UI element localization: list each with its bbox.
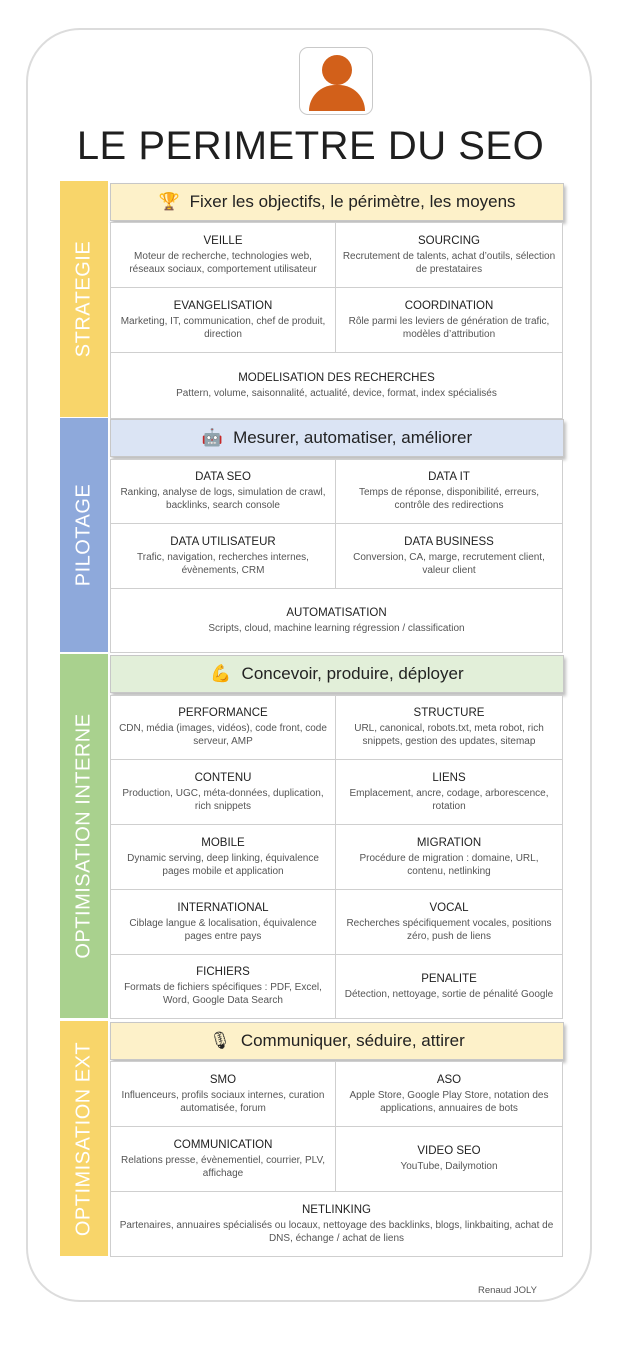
topic-title: LIENS	[432, 771, 466, 784]
topic-title: VOCAL	[429, 901, 469, 914]
topic-cell	[110, 889, 336, 955]
topic-title: INTERNATIONAL	[177, 901, 269, 914]
topic-title: CONTENU	[194, 771, 252, 784]
topic-cell	[335, 1126, 563, 1192]
topic-description: Dynamic serving, deep linking, équivalence pages mobile et application	[127, 852, 319, 877]
section-header-text: Concevoir, produire, déployer	[241, 664, 464, 683]
topic-description: Temps de réponse, disponibilité, erreurs, contrôle des redirections	[358, 487, 540, 511]
topic-title: NETLINKING	[301, 1203, 371, 1216]
topic-title: DATA IT	[428, 471, 470, 483]
topic-description: Relations presse, évènementiel, courrier, PLV, affichage	[121, 1154, 325, 1179]
topic-cell	[335, 287, 563, 353]
person-icon	[299, 47, 373, 115]
muscle-icon: 💪	[210, 664, 232, 683]
section-band	[60, 181, 108, 417]
topic-cell	[110, 222, 336, 288]
topic-cell	[110, 588, 563, 653]
topic-description: CDN, média (images, vidéos), code front, code serveur, AMP	[119, 723, 327, 747]
topic-title: COORDINATION	[404, 299, 494, 312]
section-header-text: Communiquer, séduire, attirer	[240, 1031, 465, 1050]
section-header-text: Fixer les objectifs, le périmètre, les moyens	[189, 192, 516, 211]
topic-cell	[110, 695, 336, 760]
topic-description: YouTube, Dailymotion	[400, 1161, 498, 1172]
topic-description: Procédure de migration : domaine, URL, contenu, netlinking	[359, 852, 539, 877]
topic-description: Conversion, CA, marge, recrutement client, valeur client	[353, 551, 545, 576]
topic-cell	[335, 889, 563, 955]
topic-title: MOBILE	[201, 836, 245, 849]
topic-cell	[335, 1061, 563, 1127]
topic-title: PERFORMANCE	[178, 707, 268, 719]
topic-description: Trafic, navigation, recherches internes, évènements, CRM	[137, 551, 309, 576]
topic-cell	[110, 287, 336, 353]
section-header	[110, 419, 564, 457]
topic-cell	[110, 824, 336, 890]
topic-cell	[110, 1191, 563, 1257]
section-header-text: Mesurer, automatiser, améliorer	[233, 428, 473, 447]
topic-description: Emplacement, ancre, codage, arborescence, rotation	[349, 787, 549, 812]
topic-title: DATA UTILISATEUR	[170, 535, 276, 548]
author-credit: Renaud JOLY	[478, 1285, 537, 1296]
topic-description: Recrutement de talents, achat d’outils, sélection de prestataires	[342, 250, 556, 275]
topic-cell	[335, 459, 563, 524]
topic-description: Recherches spécifiquement vocales, positions zéro, push de liens	[346, 917, 552, 942]
topic-title: ASO	[436, 1073, 462, 1086]
topic-cell	[110, 523, 336, 589]
topic-description: Influenceurs, profils sociaux internes, curation automatisée, forum	[121, 1089, 325, 1114]
topic-cell	[335, 824, 563, 890]
section-band	[60, 1021, 108, 1256]
topic-description: Ciblage langue & localisation, équivalence pages entre pays	[129, 917, 317, 942]
topic-title: MIGRATION	[416, 836, 482, 849]
topic-description: URL, canonical, robots.txt, meta robot, rich snippets, gestion des updates, sitemap	[354, 723, 544, 747]
page-title: LE PERIMETRE DU SEO	[76, 124, 545, 168]
section-header	[110, 655, 564, 693]
topic-title: VEILLE	[203, 234, 243, 247]
section-header	[110, 1022, 564, 1060]
topic-title: EVANGELISATION	[173, 299, 273, 312]
section-header	[110, 183, 564, 221]
topic-title: STRUCTURE	[413, 707, 485, 719]
topic-description: Partenaires, annuaires spécialisés ou locaux, nettoyage des backlinks, blogs, linkbaiting, achat de DNS, échange / achat de liens	[119, 1219, 554, 1244]
topic-cell	[110, 759, 336, 825]
topic-description: Détection, nettoyage, sortie de pénalité Google	[344, 988, 554, 1000]
topic-title: SMO	[209, 1073, 237, 1086]
topic-title: VIDEO SEO	[417, 1145, 481, 1157]
microphone-icon: 🎙	[209, 1031, 231, 1050]
topic-description: Apple Store, Google Play Store, notation des applications, annuaires de bots	[349, 1089, 549, 1114]
topic-description: Moteur de recherche, technologies web, réseaux sociaux, comportement utilisateur	[129, 250, 317, 275]
topic-description: Pattern, volume, saisonnalité, actualité, device, format, index spécialisés	[176, 387, 497, 399]
topic-cell	[110, 1061, 336, 1127]
section-band	[60, 654, 108, 1018]
trophy-icon: 🏆	[158, 192, 180, 211]
section-label: OPTIMISATION INTERNE	[72, 713, 95, 959]
section-label: OPTIMISATION EXT	[72, 1041, 95, 1236]
topic-cell	[110, 352, 563, 419]
topic-title: DATA BUSINESS	[404, 535, 494, 548]
robot-icon: 🤖	[201, 428, 224, 447]
topic-cell	[335, 759, 563, 825]
topic-description: Scripts, cloud, machine learning régression / classification	[208, 622, 465, 634]
topic-title: FICHIERS	[196, 966, 250, 978]
topic-description: Marketing, IT, communication, chef de produit, direction	[120, 315, 326, 340]
topic-cell	[110, 954, 336, 1019]
topic-cell	[110, 1126, 336, 1192]
section-band	[60, 418, 108, 652]
topic-cell	[335, 222, 563, 288]
section-label: PILOTAGE	[72, 483, 95, 587]
topic-title: SOURCING	[418, 234, 480, 247]
topic-description: Ranking, analyse de logs, simulation de crawl, backlinks, search console	[120, 487, 326, 511]
topic-description: Rôle parmi les leviers de génération de trafic, modèles d’attribution	[348, 315, 550, 340]
topic-cell	[335, 954, 563, 1019]
topic-description: Production, UGC, méta-données, duplication, rich snippets	[122, 787, 324, 812]
topic-title: DATA SEO	[195, 471, 251, 483]
topic-title: PENALITE	[421, 972, 477, 985]
topic-title: AUTOMATISATION	[286, 606, 387, 619]
topic-cell	[110, 459, 336, 524]
topic-description: Formats de fichiers spécifiques : PDF, Excel, Word, Google Data Search	[124, 982, 322, 1006]
topic-cell	[335, 695, 563, 760]
topic-cell	[335, 523, 563, 589]
section-label: STRATEGIE	[72, 240, 95, 358]
topic-title: MODELISATION DES RECHERCHES	[238, 371, 435, 384]
topic-title: COMMUNICATION	[173, 1138, 273, 1151]
